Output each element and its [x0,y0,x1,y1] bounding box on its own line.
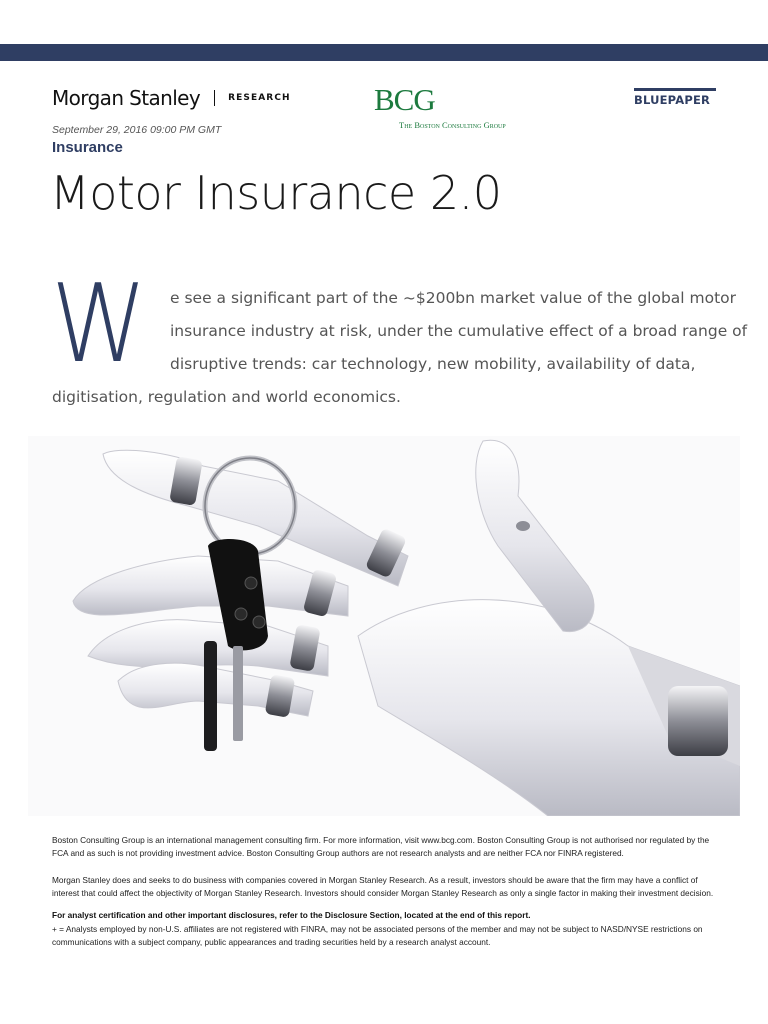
intro-line-3: disruptive trends: car technology, new mobility, availability of data, [170,355,696,373]
morgan-stanley-logo [52,86,291,110]
bluepaper-badge [634,88,716,107]
research-label: RESEARCH [228,93,291,103]
intro-line-1: e see a significant part of the ~$200bn market value of the global motor [170,289,737,307]
drop-cap: W [51,262,148,387]
sector-label: Insurance [52,139,123,156]
certification-notice: For analyst certification and other important disclosures, refer to the Disclosure Section, located at the end of this report. [52,910,531,920]
top-color-band [0,44,768,61]
intro-line-2: insurance industry at risk, under the cumulative effect of a broad range of [170,322,748,340]
page-title: Motor Insurance 2.0 [50,166,502,220]
bluepaper-label: BLUEPAPER [634,93,711,107]
logo-divider [214,90,215,106]
brand-name: Morgan Stanley [52,86,201,110]
ms-conflict-disclaimer: Morgan Stanley does and seeks to do business with companies covered in Morgan Stanley Research. As a result, investors should be aware that the firm may have a conflict of interest that could affect the objectivity of Morgan Stanley Research. Investors should consider Morgan Stanley Research as only a single factor in making their investment decision. [52,875,714,898]
robotic-hand-holding-car-key-icon [28,436,740,816]
bluepaper-rule [634,88,716,91]
bcg-full-name: The Boston Consulting Group [399,120,506,130]
finra-notice: + = Analysts employed by non-U.S. affiliates are not registered with FINRA, may not be associated persons of the member and may not be subject to NASD/NYSE restrictions on communications with a subject company, public appearances and trading securities held by a research analyst account. [52,924,703,947]
intro-line-4: digitisation, regulation and world economics. [52,388,401,406]
bcg-wordmark: BCG [374,82,435,117]
bcg-logo [374,84,534,130]
publication-date: September 29, 2016 09:00 PM GMT [52,124,222,136]
bcg-disclaimer: Boston Consulting Group is an international management consulting firm. For more information, visit www.bcg.com. Boston Consulting Group is not authorised nor regulated by the FCA and as such is not providing investment advice. Boston Consulting Group authors are not research analysts and are neither FCA nor FINRA registered. [52,835,710,858]
